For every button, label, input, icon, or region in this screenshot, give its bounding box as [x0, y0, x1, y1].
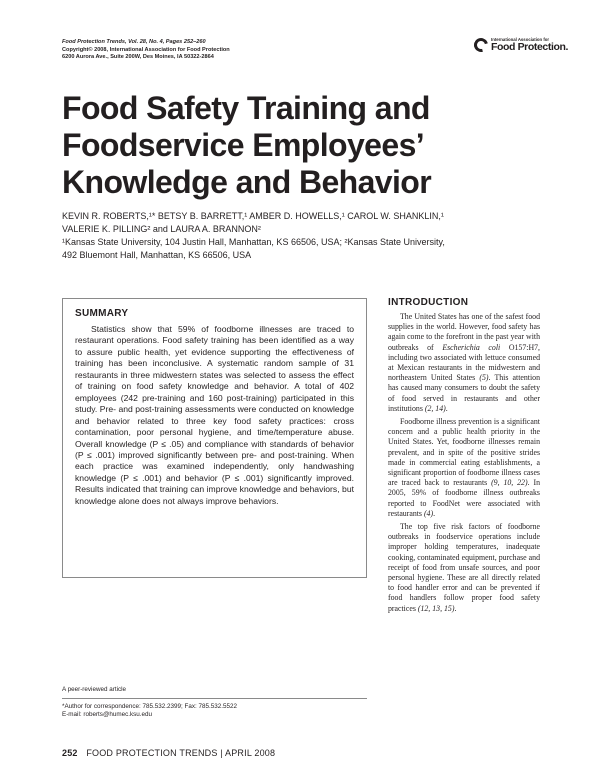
summary-box: [62, 298, 367, 578]
citation: (5): [479, 373, 489, 383]
intro-p3-text-a: The top five risk factors of foodborne outbreaks in foodservice operations include improper holding temperatures, inadequate cooking, contaminated equipment, purchase and receipt of food from unsafe sources, and poor personal hygiene. These are all directly related to food handler error and can be prevented if food handlers follow proper food safety practices: [388, 522, 540, 613]
journal-header: [62, 39, 402, 62]
citation: (9, 10, 22): [491, 478, 528, 488]
intro-p3-text-b: .: [454, 603, 457, 613]
citation: (4): [423, 508, 434, 518]
article-title: [62, 90, 562, 201]
intro-p1-text-b: O157:H7, including two associated with lettuce consumed at Mexican restaurants in the midwestern and northeastern United States: [388, 342, 541, 383]
page-number: 252: [62, 748, 78, 758]
copyright-line: Copyright© 2008, International Association for Food Protection: [62, 46, 230, 53]
intro-p1-text-c: . This attention has caused many consumers to doubt the safety of food served in restaurants and other institutions: [388, 373, 541, 413]
footer-running-title: FOOD PROTECTION TRENDS | APRIL 2008: [86, 748, 276, 758]
authors-line-1: KEVIN R. ROBERTS,¹* BETSY B. BARRETT,¹ AMBER D. HOWELLS,¹ CAROL W. SHANKLIN,¹: [62, 211, 444, 221]
title-line-1: Food Safety Training and: [62, 90, 430, 126]
intro-p1-text-d: .: [445, 403, 448, 413]
correspondence-note: *Author for correspondence: 785.532.2399; Fax: 785.532.5522: [62, 702, 238, 710]
introduction-heading: INTRODUCTION: [388, 297, 469, 308]
intro-paragraph-1: [388, 312, 540, 414]
title-line-2: Foodservice Employees’: [62, 127, 425, 163]
journal-citation-line: Food Protection Trends, Vol. 28, No. 4, Pages 252–260: [62, 39, 206, 45]
organism-name: Escherichia coli: [442, 342, 501, 352]
authors-line-2: VALERIE K. PILLING² and LAURA A. BRANNON²: [62, 224, 261, 234]
logo-large-text: Food Protection.: [491, 41, 569, 53]
footnotes: [62, 686, 367, 720]
author-block: [62, 210, 532, 262]
affiliation-line-1: ¹Kansas State University, 104 Justin Hall, Manhattan, KS 66506, USA; ²Kansas State University,: [62, 237, 445, 247]
peer-reviewed-note: A peer-reviewed article: [62, 686, 127, 693]
intro-p2-text-b: . In 2005, 59% of foodborne illness outbreaks reported to FoodNet were associated with restaurants: [388, 478, 540, 518]
footnote-divider: [62, 698, 367, 699]
intro-p1-text-a: The United States has one of the safest food supplies in the world. However, food safety has again come to the forefront in the past year with outbreaks of: [388, 312, 540, 352]
summary-heading: SUMMARY: [75, 308, 129, 319]
intro-p2-text-c: .: [433, 508, 436, 518]
iafp-logo-icon: [471, 35, 490, 54]
summary-text: Statistics show that 59% of foodborne illnesses are traced to restaurant operations. Food safety training has been identified as a way to assure public health, yet evidence supporting the effectiveness of training has been inconclusive. A systematic random sample of 31 restaurants in three midwestern states was selected to assess the effect of training on food safety knowledge and behavior. A total of 402 employees (242 pre-training and 160 post-training) participated in this study. Pre- and post-training assessments were conducted on knowledge and behavior related to three key food safety practices: cross contamination, poor personal hygiene, and time/temperature abuse. Overall knowledge (P ≤ .05) and compliance with standards of behavior (P ≤ .001) improved significantly between pre- and post-training. When each practice was examined independently, only handwashing knowledge (P ≤ .001) and behavior (P ≤ .001) significantly improved. Results indicated that training can improve knowledge and behaviors, but knowledge alone does not always improve behaviors.: [75, 324, 354, 506]
email-note: E-mail: roberts@humec.ksu.edu: [62, 711, 153, 719]
title-line-3: Knowledge and Behavior: [62, 164, 432, 200]
citation: (2, 14): [424, 403, 446, 413]
intro-paragraph-3: [388, 522, 540, 614]
affiliation-line-2: 492 Bluemont Hall, Manhattan, KS 66506, USA: [62, 250, 252, 260]
introduction-column: [388, 297, 540, 614]
page-footer: [62, 747, 275, 759]
logo-small-text: International Association for: [491, 37, 550, 42]
citation: (12, 13, 15): [417, 603, 455, 613]
intro-p2-text-a: Foodborne illness prevention is a significant concern and a public health priority in the United States. Yet, foodborne illnesses remain prevalent, and in spite of the positive strides made in commercial eating establishments, a significant proportion of foodborne illness cases are traced back to restaurants: [388, 417, 540, 488]
iafp-logo: [474, 37, 569, 55]
intro-paragraph-2: [388, 417, 540, 519]
address-line: 6200 Aurora Ave., Suite 200W, Des Moines, IA 50322-2864: [62, 54, 214, 61]
